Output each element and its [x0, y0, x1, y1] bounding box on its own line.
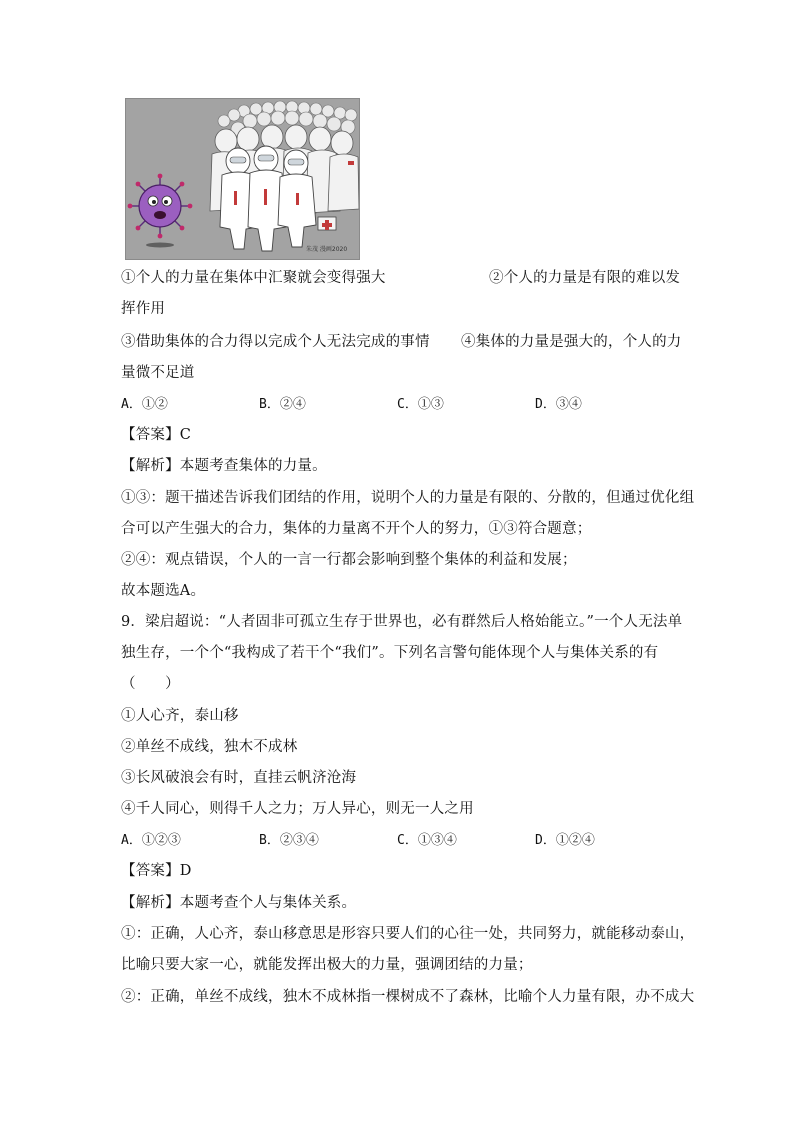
cartoon-illustration [125, 98, 360, 260]
q9-blank: （ ） [121, 676, 180, 692]
q9-option-c: C．①③④ [397, 833, 457, 848]
q8-analysis-line: 合可以产生强大的合力，集体的力量离不开个人的努力，①③符合题意； [121, 521, 592, 537]
q8-analysis-conclusion: 故本题选A。 [121, 583, 206, 599]
q9-statement-2: ②单丝不成线，独木不成林 [121, 739, 298, 755]
q9-analysis-line: ②：正确，单丝不成线，独木不成林指一棵树成不了森林，比喻个人力量有限，办不成大 [121, 989, 695, 1005]
q8-statement-1: ①个人的力量在集体中汇聚就会变得强大 [121, 270, 386, 286]
q8-statement-4-cont: 量微不足道 [121, 365, 195, 381]
q8-analysis-line: ①③：题干描述告诉我们团结的作用，说明个人的力量是有限的、分散的，但通过优化组 [121, 490, 695, 506]
q9-stem: 9．梁启超说：“人者固非可孤立生存于世界也，必有群然后人格始能立。”一个人无法单 [121, 614, 683, 630]
q8-statement-4: ④集体的力量是强大的，个人的力 [461, 334, 682, 350]
q9-analysis-line: 比喻只要大家一心，就能发挥出极大的力量，强调团结的力量； [121, 957, 533, 973]
q8-answer: 【答案】C [121, 427, 192, 443]
q9-analysis-heading: 【解析】本题考查个人与集体关系。 [121, 895, 357, 911]
q9-stem-cont: 独生存，一个个“我构成了若干个“我们”。下列名言警句能体现个人与集体关系的有 [121, 645, 659, 661]
q8-analysis-line: ②④：观点错误，个人的一言一行都会影响到整个集体的利益和发展； [121, 552, 577, 568]
q9-option-d: D．①②④ [535, 833, 595, 848]
q8-option-d: D．③④ [535, 397, 582, 412]
q9-statement-4: ④千人同心，则得千人之力；万人异心，则无一人之用 [121, 801, 474, 817]
q8-statement-2-cont: 挥作用 [121, 301, 166, 317]
q8-option-b: B．②④ [259, 397, 306, 412]
q8-statement-3: ③借助集体的合力得以完成个人无法完成的事情 [121, 334, 430, 350]
crowd-vs-virus-drawing [126, 99, 359, 259]
illustration-signature: 朱茂 漫画2020 [306, 246, 348, 253]
q9-statement-1: ①人心齐，泰山移 [121, 708, 239, 724]
q9-analysis-line: ①：正确，人心齐，泰山移意思是形容只要人们的心往一处，共同努力，就能移动泰山， [121, 926, 695, 942]
q8-option-c: C．①③ [397, 397, 444, 412]
q9-answer: 【答案】D [121, 863, 192, 879]
q8-statement-2: ②个人的力量是有限的难以发 [489, 270, 681, 286]
q9-option-a: A．①②③ [121, 833, 181, 848]
q9-statement-3: ③长风破浪会有时，直挂云帆济沧海 [121, 770, 357, 786]
q8-option-a: A．①② [121, 397, 168, 412]
q8-analysis-heading: 【解析】本题考查集体的力量。 [121, 458, 327, 474]
q9-option-b: B．②③④ [259, 833, 319, 848]
